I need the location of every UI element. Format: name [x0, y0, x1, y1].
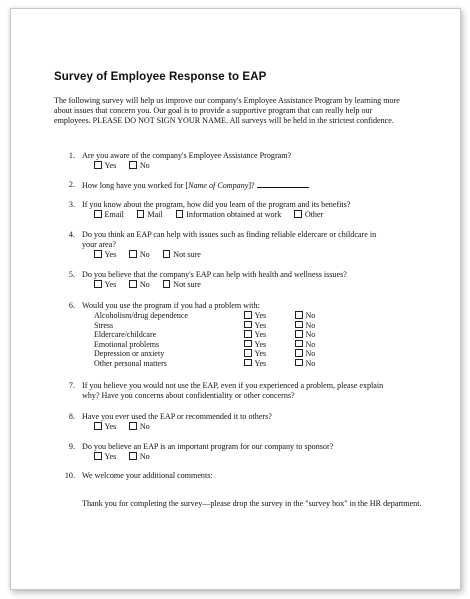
option-not-sure[interactable]: Not sure — [163, 250, 201, 259]
checkbox[interactable] — [295, 330, 303, 338]
question-number: 7. — [68, 381, 75, 390]
checkbox[interactable] — [129, 422, 137, 430]
checkbox[interactable] — [244, 349, 252, 357]
intro-paragraph: The following survey will help us improve our company's Employee Assistance Program by learning more about issues that concern you. Our goal is to provide a supportive program that can really help our employees. PLEASE DO NOT SIGN YOUR NAME. All surveys will be held in the strictest confidence. — [54, 96, 400, 126]
option-not-sure[interactable]: Not sure — [163, 280, 201, 289]
option-no[interactable]: No — [295, 311, 315, 321]
question-4-options — [94, 250, 212, 259]
checkbox[interactable] — [244, 359, 252, 367]
checkbox[interactable] — [94, 452, 102, 460]
option-yes[interactable]: Yes — [94, 161, 116, 170]
checkbox[interactable] — [129, 452, 137, 460]
checkbox[interactable] — [94, 210, 102, 218]
checkbox[interactable] — [295, 321, 303, 329]
checkbox[interactable] — [244, 340, 252, 348]
option-mail[interactable]: Mail — [137, 210, 163, 219]
answer-blank[interactable] — [257, 180, 309, 188]
question-number: 9. — [68, 442, 75, 451]
checkbox[interactable] — [244, 321, 252, 329]
question-number: 4. — [68, 230, 75, 239]
question-1-options — [94, 161, 161, 170]
checkbox[interactable] — [295, 359, 303, 367]
question-5-options — [94, 280, 212, 289]
option-no[interactable]: No — [295, 330, 315, 340]
question-text: Do you believe that the company's EAP can help with health and wellness issues? — [82, 270, 347, 279]
option-yes[interactable]: Yes — [94, 422, 116, 431]
option-yes[interactable]: Yes — [94, 250, 116, 259]
question-text: If you believe you would not use the EAP, even if you experienced a problem, please explain why? Have you concerns about confidentiality or other concerns? — [82, 381, 384, 401]
option-yes[interactable]: Yes — [244, 359, 266, 369]
option-yes[interactable]: Yes — [244, 340, 266, 350]
option-yes[interactable]: Yes — [244, 349, 266, 359]
question-text: Would you use the program if you had a problem with: — [82, 301, 260, 310]
option-no[interactable]: No — [129, 161, 149, 170]
question-number: 3. — [68, 200, 75, 209]
checkbox[interactable] — [244, 330, 252, 338]
checkbox[interactable] — [129, 161, 137, 169]
option-no[interactable]: No — [129, 250, 149, 259]
option-no[interactable]: No — [295, 340, 315, 350]
option-no[interactable]: No — [129, 452, 149, 461]
checkbox[interactable] — [163, 250, 171, 258]
question-number: 6. — [68, 301, 75, 310]
question-text: Do you think an EAP can help with issues such as finding reliable eldercare or childcare in your area? — [82, 230, 377, 250]
option-yes[interactable]: Yes — [244, 330, 266, 340]
option-email[interactable]: Email — [94, 210, 124, 219]
question-9-options — [94, 452, 161, 461]
question-text: We welcome your additional comments: — [82, 471, 213, 480]
checkbox[interactable] — [94, 422, 102, 430]
checkbox[interactable] — [244, 311, 252, 319]
option-no[interactable]: No — [129, 422, 149, 431]
checkbox[interactable] — [129, 250, 137, 258]
checkbox[interactable] — [163, 280, 171, 288]
checkbox[interactable] — [94, 250, 102, 258]
company-name-placeholder: Name of Company — [188, 181, 249, 190]
question-text: Are you aware of the company's Employee Assistance Program? — [82, 151, 292, 160]
option-no[interactable]: No — [295, 359, 315, 369]
survey-title: Survey of Employee Response to EAP — [54, 71, 267, 83]
option-yes[interactable]: Yes — [244, 321, 266, 331]
checkbox[interactable] — [295, 349, 303, 357]
option-yes[interactable]: Yes — [244, 311, 266, 321]
checkbox[interactable] — [94, 161, 102, 169]
question-text: Do you believe an EAP is an important program for our company to sponsor? — [82, 442, 334, 451]
option-other[interactable]: Other — [294, 210, 323, 219]
question-text: How long have you worked for [Name of Company]? — [82, 180, 392, 191]
option-no[interactable]: No — [295, 349, 315, 359]
option-information-at-work[interactable]: Information obtained at work — [176, 210, 282, 219]
option-no[interactable]: No — [295, 321, 315, 331]
checkbox[interactable] — [295, 340, 303, 348]
question-text: If you know about the program, how did you learn of the program and its benefits? — [82, 200, 351, 209]
question-number: 8. — [68, 412, 75, 421]
checkbox[interactable] — [94, 280, 102, 288]
checkbox[interactable] — [129, 280, 137, 288]
option-yes[interactable]: Yes — [94, 452, 116, 461]
checkbox[interactable] — [294, 210, 302, 218]
checkbox[interactable] — [176, 210, 184, 218]
question-number: 5. — [68, 270, 75, 279]
question-text: Have you ever used the EAP or recommended it to others? — [82, 412, 272, 421]
checkbox[interactable] — [295, 311, 303, 319]
closing-note: Thank you for completing the survey—please drop the survey in the "survey box" in the HR department. — [82, 499, 422, 508]
checkbox[interactable] — [137, 210, 145, 218]
option-yes[interactable]: Yes — [94, 280, 116, 289]
option-no[interactable]: No — [129, 280, 149, 289]
question-8-options — [94, 422, 161, 431]
question-3-options — [94, 210, 334, 219]
question-number: 10. — [64, 471, 75, 480]
question-number: 2. — [68, 180, 75, 189]
question-number: 1. — [68, 151, 75, 160]
document-page: Survey of Employee Response to EAP The following survey will help us improve our company's Employee Assistance Program by learning more about issues that concern you. Our goal is to provide a supportive program that can really help our employees. PLEASE DO NOT SIGN YOUR NAME. All surveys will be held in the strictest confidence. 1. Are you aware of the company's Employee Assistance Program? Yes No 2. How long have you worked for [Name of Company]? 3. If you know about the program, how did you learn of the program and its benefits? Email Mail Information obtained at work Other 4. Do you think an EAP can help with issues such as finding reliable eldercare or childcare in your area? Yes No Not sure 5. Do you believe that the company's EAP can help with health and wellness issues? Yes No Not sure 6. Would you use the program if you had a problem with: Alcoholism/drug dependence Yes No Stress Yes No Eldercare/childcare Yes No Emotional problems Yes No Depression or anxiety Yes No Other personal matters Yes No 7. If you believe you would not use the EAP, even if you experienced a problem, please explain why? Have you concerns about confidentiality or other concerns? 8. Have you ever used the EAP or recommended it to others? Yes No 9. Do you believe an EAP is an important program for our company to sponsor? Yes No 10. We welcome your additional comments: Thank you for completing the survey—please drop the survey in the "survey box" in the HR department. — [10, 8, 461, 590]
